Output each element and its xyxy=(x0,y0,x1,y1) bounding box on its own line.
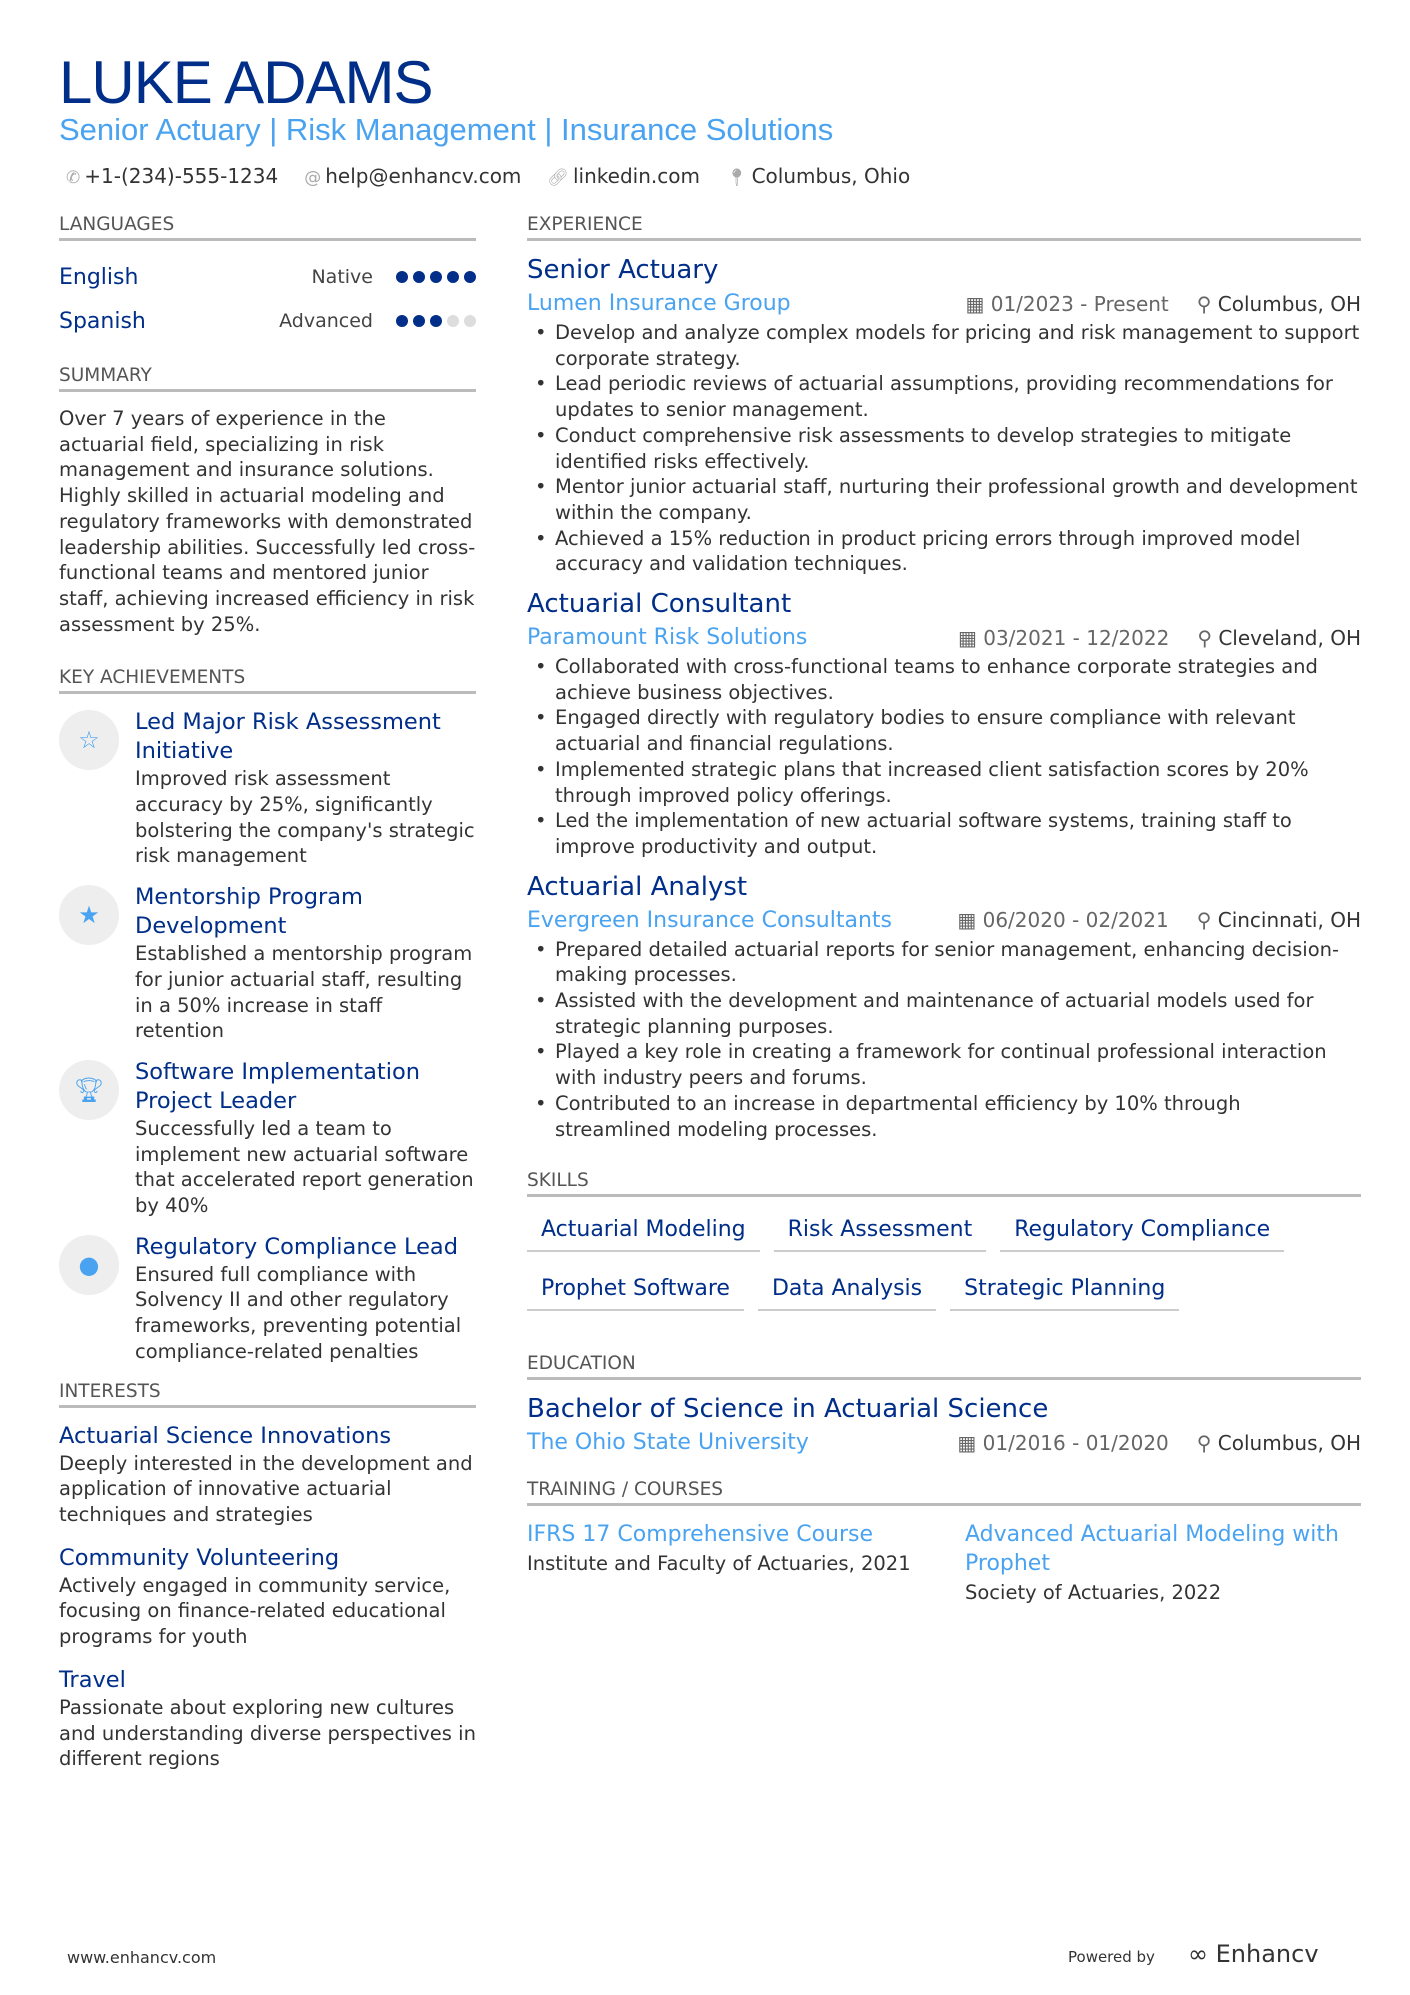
achievement-item xyxy=(59,1058,476,1219)
skill-tag: Prophet Software xyxy=(527,1270,744,1311)
linkedin-text[interactable]: linkedin.com xyxy=(573,164,700,188)
training-title: IFRS 17 Comprehensive Course xyxy=(527,1522,874,1548)
job-bullet: • Implemented strategic plans that increased client satisfaction scores by 20% through improved policy offerings. xyxy=(527,757,1361,808)
job-title: Actuarial Analyst xyxy=(527,871,748,902)
calendar-icon: ▦ xyxy=(957,908,983,933)
job-dates-wrap xyxy=(958,626,1169,650)
summary-text: Over 7 years of experience in the actuarial field, specializing in risk management and insurance solutions. Highly skilled in actuarial modeling and regulatory frameworks with demonstrated leadership abilities. Successfully led cross-functional teams and mentored junior staff, achieving increased efficiency in risk assessment by 25%. xyxy=(59,407,476,636)
section-heading-experience: EXPERIENCE xyxy=(527,214,1361,241)
contact-link[interactable] xyxy=(547,164,700,188)
job-dates: 03/2021 - 12/2022 xyxy=(983,625,1170,650)
interest-text: Deeply interested in the development and application of innovative actuarial techniques and strategies xyxy=(59,1451,473,1526)
rating-dot xyxy=(413,271,425,283)
interest-item xyxy=(59,1544,476,1650)
footer-url[interactable]: www.enhancv.com xyxy=(67,1948,217,1967)
education-school: The Ohio State University xyxy=(527,1430,809,1456)
job-dates: 06/2020 - 02/2021 xyxy=(982,908,1169,933)
job-meta xyxy=(527,908,1361,933)
job-bullets xyxy=(527,937,1361,1143)
training-item xyxy=(965,1520,1361,1606)
education-meta xyxy=(527,1430,1361,1455)
job-location-wrap xyxy=(1197,626,1361,650)
interest-title: Community Volunteering xyxy=(59,1544,340,1571)
interest-text: Passionate about exploring new cultures and understanding diverse perspectives in different regions xyxy=(59,1695,476,1771)
training-org: Institute and Faculty of Actuaries, 2021 xyxy=(527,1552,911,1576)
brain-icon: ● xyxy=(59,1235,119,1295)
interest-item xyxy=(59,1422,476,1528)
job-bullet: • Contributed to an increase in departmental efficiency by 10% through streamlined modeling processes. xyxy=(527,1091,1361,1142)
rating-dot xyxy=(396,271,408,283)
job-bullet: • Mentor junior actuarial staff, nurturing their professional growth and development within the company. xyxy=(527,474,1361,525)
location-icon: 📍︎ xyxy=(725,168,748,188)
job-location: Cincinnati, OH xyxy=(1217,908,1361,933)
rating-dot xyxy=(430,271,442,283)
achievement-text: Ensured full compliance with Solvency II and other regulatory frameworks, preventing potential compliance-related penalties xyxy=(135,1262,462,1363)
job-bullet: • Engaged directly with regulatory bodies to ensure compliance with relevant actuarial and financial regulations. xyxy=(527,705,1361,756)
phone-icon: ✆ xyxy=(66,168,81,188)
job-location-wrap xyxy=(1197,292,1361,316)
job-bullet: • Develop and analyze complex models for pricing and risk management to support corporate strategy. xyxy=(527,320,1361,371)
location-icon: ⚲ xyxy=(1196,908,1218,933)
achievements-list xyxy=(59,708,476,1364)
job-company: Lumen Insurance Group xyxy=(527,291,791,316)
rating-dot xyxy=(464,271,476,283)
rating-dot xyxy=(396,315,408,327)
enhancv-logo-icon: ∞ xyxy=(1188,1940,1216,1968)
candidate-name: LUKE ADAMS xyxy=(59,49,433,116)
job-company: Evergreen Insurance Consultants xyxy=(527,907,892,933)
location-icon: ⚲ xyxy=(1196,291,1218,316)
rating-dot xyxy=(430,315,442,327)
language-rating xyxy=(391,268,476,287)
star-icon: ☆ xyxy=(59,710,119,770)
language-level: Native xyxy=(311,266,373,288)
skill-tag: Regulatory Compliance xyxy=(1000,1211,1284,1252)
language-level: Advanced xyxy=(279,310,373,332)
training-item xyxy=(527,1520,923,1606)
enhancv-logo xyxy=(1188,1940,1319,1968)
achievement-text: Improved risk assessment accuracy by 25%, significantly bolstering the company's strategic risk management xyxy=(135,767,475,868)
job-meta xyxy=(527,291,1361,316)
achievement-title: Regulatory Compliance Lead xyxy=(135,1233,458,1260)
skill-tag: Actuarial Modeling xyxy=(527,1211,760,1252)
footer-powered-by: Powered by xyxy=(1068,1948,1155,1966)
enhancv-logo-text: Enhancv xyxy=(1215,1940,1319,1968)
interest-item xyxy=(59,1666,476,1772)
calendar-icon: ▦ xyxy=(965,291,991,316)
right-column xyxy=(527,214,1361,1606)
job-bullet: • Achieved a 15% reduction in product pricing errors through improved model accuracy and validation techniques. xyxy=(527,526,1361,577)
rating-dot xyxy=(413,315,425,327)
rating-dot xyxy=(447,315,459,327)
rating-dot xyxy=(447,271,459,283)
job-entry xyxy=(527,589,1361,860)
language-name: English xyxy=(59,264,139,290)
achievement-body xyxy=(135,883,476,1044)
left-column xyxy=(59,214,476,1788)
language-item xyxy=(59,299,476,343)
rating-dot xyxy=(464,315,476,327)
calendar-icon: ▦ xyxy=(957,1430,983,1455)
section-heading-interests: INTERESTS xyxy=(59,1381,476,1408)
job-bullet: • Played a key role in creating a framework for continual professional interaction with industry peers and forums. xyxy=(527,1039,1361,1090)
email-text[interactable]: help@enhancv.com xyxy=(325,164,522,188)
job-company: Paramount Risk Solutions xyxy=(527,625,808,651)
job-bullet: • Lead periodic reviews of actuarial assumptions, providing recommendations for updates to senior management. xyxy=(527,371,1361,422)
location-icon: ⚲ xyxy=(1197,625,1219,650)
skill-tag: Strategic Planning xyxy=(950,1270,1179,1311)
job-dates-wrap xyxy=(965,292,1168,316)
achievement-body xyxy=(135,708,476,869)
job-entry xyxy=(527,255,1361,577)
interest-title: Travel xyxy=(59,1666,126,1693)
languages-list xyxy=(59,255,476,343)
calendar-icon: ▦ xyxy=(957,625,984,650)
job-location: Cleveland, OH xyxy=(1218,625,1361,650)
half-star-icon: ★ xyxy=(59,885,119,945)
section-heading-skills: SKILLS xyxy=(527,1170,1361,1197)
achievement-title: Led Major Risk Assessment Initiative xyxy=(135,709,441,765)
education-degree: Bachelor of Science in Actuarial Science xyxy=(527,1394,1049,1425)
contact-email[interactable] xyxy=(304,164,521,188)
section-heading-achievements: KEY ACHIEVEMENTS xyxy=(59,667,476,694)
section-heading-training: TRAINING / COURSES xyxy=(527,1479,1361,1506)
job-bullets xyxy=(527,320,1361,577)
job-location: Columbus, OH xyxy=(1217,291,1361,316)
skill-tag: Data Analysis xyxy=(758,1270,936,1311)
job-bullets xyxy=(527,654,1361,860)
job-dates-wrap xyxy=(957,908,1168,932)
achievement-title: Mentorship Program Development xyxy=(135,884,363,940)
job-location-wrap xyxy=(1197,908,1361,932)
achievement-item xyxy=(59,708,476,869)
education-location: Columbus, OH xyxy=(1217,1430,1361,1455)
job-entry xyxy=(527,872,1361,1143)
job-bullet: • Prepared detailed actuarial reports for senior management, enhancing decision-making processes. xyxy=(527,937,1361,988)
job-bullet: • Led the implementation of new actuarial software systems, training staff to improve productivity and output. xyxy=(527,808,1361,859)
candidate-title: Senior Actuary | Risk Management | Insurance Solutions xyxy=(59,112,834,147)
training-title: Advanced Actuarial Modeling with Prophet xyxy=(965,1522,1339,1577)
job-bullet: • Collaborated with cross-functional teams to enhance corporate strategies and achieve business objectives. xyxy=(527,654,1361,705)
training-org: Society of Actuaries, 2022 xyxy=(965,1581,1222,1605)
section-heading-languages: LANGUAGES xyxy=(59,214,476,241)
skill-tag: Risk Assessment xyxy=(774,1211,987,1252)
location-text: Columbus, Ohio xyxy=(751,164,911,188)
interest-text: Actively engaged in community service, focusing on finance-related educational programs for youth xyxy=(59,1573,451,1649)
job-bullet: • Assisted with the development and maintenance of actuarial models used for strategic planning purposes. xyxy=(527,988,1361,1039)
skills-list xyxy=(527,1211,1287,1311)
language-name: Spanish xyxy=(59,308,146,334)
education-dates: 01/2016 - 01/2020 xyxy=(982,1430,1169,1455)
section-heading-education: EDUCATION xyxy=(527,1353,1361,1380)
achievement-title: Software Implementation Project Leader xyxy=(135,1058,420,1114)
achievement-item xyxy=(59,1233,476,1365)
experience-list xyxy=(527,255,1361,1142)
language-rating xyxy=(391,312,476,331)
job-dates: 01/2023 - Present xyxy=(990,291,1169,316)
contact-phone xyxy=(66,164,278,188)
achievement-text: Established a mentorship program for junior actuarial staff, resulting in a 50% increase in staff retention xyxy=(135,942,473,1043)
at-icon: @ xyxy=(304,168,322,188)
location-icon: ⚲ xyxy=(1196,1430,1218,1455)
contact-bar xyxy=(66,164,910,188)
achievement-item xyxy=(59,883,476,1044)
section-heading-summary: SUMMARY xyxy=(59,365,476,392)
job-title: Actuarial Consultant xyxy=(527,589,792,620)
link-icon: 🔗︎ xyxy=(547,168,569,188)
achievement-body xyxy=(135,1058,476,1219)
trophy-icon: 🏆︎ xyxy=(59,1060,119,1120)
training-list xyxy=(527,1520,1361,1606)
contact-location xyxy=(726,164,910,188)
achievement-text: Successfully led a team to implement new actuarial software that accelerated report generation by 40% xyxy=(135,1116,474,1218)
language-item xyxy=(59,255,476,299)
achievement-body xyxy=(135,1233,476,1365)
job-bullet: • Conduct comprehensive risk assessments to develop strategies to mitigate identified risks effectively. xyxy=(527,423,1361,474)
job-meta xyxy=(527,625,1361,650)
interest-title: Actuarial Science Innovations xyxy=(59,1422,392,1449)
interests-list xyxy=(59,1422,476,1772)
phone-text: +1-(234)-555-1234 xyxy=(84,164,279,188)
job-title: Senior Actuary xyxy=(527,255,719,285)
